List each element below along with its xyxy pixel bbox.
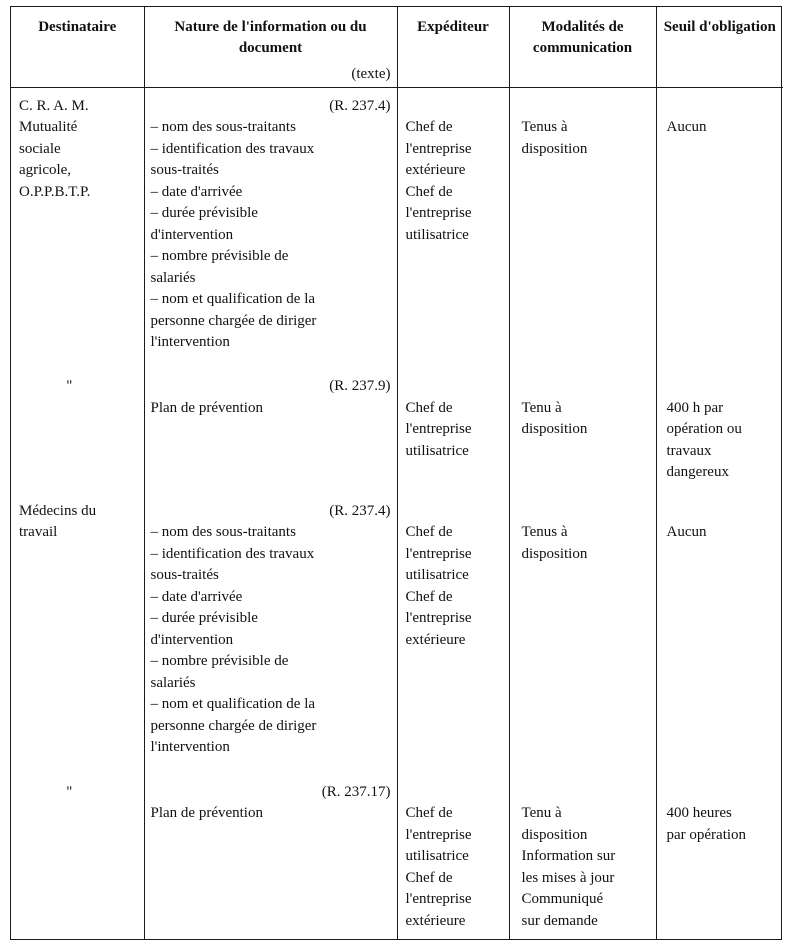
cell-seuil	[656, 87, 783, 364]
seuil-line: dangereux	[666, 464, 729, 481]
line-spacer	[522, 96, 652, 118]
table-row	[11, 87, 783, 364]
nature-line: sous-traités	[150, 567, 219, 584]
table-body	[11, 87, 783, 939]
expediteur-line: Chef de	[405, 869, 453, 886]
reference-article: (R. 237.17)	[321, 783, 391, 800]
nature-line: – nom des sous-traitants	[150, 524, 296, 541]
header-nature-label: Nature de l'information ou du document	[174, 19, 367, 56]
cell-destinataire	[11, 489, 144, 770]
destinataire-line: agricole,	[19, 162, 72, 178]
communication-table	[11, 7, 783, 939]
expediteur-line: Chef de	[405, 588, 453, 605]
expediteur-line: l'entreprise	[405, 545, 472, 562]
header-expediteur: Expéditeur	[397, 7, 509, 87]
modalites-line: Tenus à	[521, 524, 568, 541]
line-spacer	[522, 501, 652, 523]
cell-nature	[144, 87, 397, 364]
modalites-line: disposition	[521, 421, 588, 438]
nature-line: – nom des sous-traitants	[150, 119, 296, 135]
header-nature-sub: (texte)	[351, 65, 391, 82]
header-row	[11, 7, 783, 87]
destinataire-line: Mutualité	[19, 119, 78, 135]
destinataire-line: O.P.P.B.T.P.	[19, 183, 91, 200]
destinataire-line: "	[66, 378, 73, 395]
modalites-line: Information sur	[521, 848, 616, 865]
seuil-line: 400 h par	[666, 399, 724, 416]
table-row	[11, 489, 783, 770]
seuil-line: par opération	[666, 826, 747, 843]
line-spacer	[406, 501, 505, 523]
expediteur-line: Chef de	[405, 805, 453, 822]
seuil-line: opération ou	[666, 421, 742, 438]
modalites-line: disposition	[521, 140, 588, 157]
cell-destinataire	[11, 770, 144, 939]
expediteur-line: l'entreprise	[405, 891, 472, 908]
expediteur-line: utilisatrice	[405, 442, 469, 459]
header-seuil: Seuil d'obligation	[656, 7, 783, 87]
line-spacer	[522, 376, 652, 398]
nature-line: salariés	[150, 269, 196, 286]
nature-line: – nom et qualification de la	[150, 291, 316, 307]
line-spacer	[667, 376, 780, 398]
header-destinataire: Destinataire	[11, 7, 144, 87]
expediteur-line: extérieure	[405, 912, 466, 929]
cell-expediteur	[397, 489, 509, 770]
modalites-line: les mises à jour	[521, 869, 615, 886]
cell-expediteur	[397, 364, 509, 488]
reference-article: (R. 237.9)	[329, 378, 391, 395]
line-spacer	[406, 376, 505, 398]
cell-seuil	[656, 489, 783, 770]
line-spacer	[406, 96, 505, 118]
header-modalites: Modalités de communication	[509, 7, 656, 87]
modalites-line: Communiqué	[521, 891, 604, 908]
cell-modalites	[509, 364, 656, 488]
destinataire-line: travail	[19, 524, 58, 541]
cell-nature	[144, 770, 397, 939]
nature-line: – durée prévisible	[150, 205, 258, 221]
cell-expediteur	[397, 87, 509, 364]
cell-modalites	[509, 489, 656, 770]
nature-line: sous-traités	[150, 162, 219, 178]
expediteur-line: l'entreprise	[405, 421, 472, 438]
modalites-line: Tenus à	[521, 119, 568, 135]
nature-line: – nombre prévisible de	[150, 248, 289, 264]
reference-article: (R. 237.4)	[329, 502, 391, 519]
destinataire-line: C. R. A. M.	[19, 97, 89, 114]
line-spacer	[667, 501, 780, 523]
cell-modalites	[509, 87, 656, 364]
nature-line: – nombre prévisible de	[150, 653, 289, 670]
nature-line: l'intervention	[150, 334, 230, 350]
line-spacer	[667, 96, 780, 118]
modalites-line: disposition	[521, 826, 588, 843]
destinataire-line: sociale	[19, 140, 61, 157]
modalites-line: Tenu à	[521, 805, 562, 822]
cell-nature	[144, 364, 397, 488]
nature-line: – identification des travaux	[150, 140, 315, 157]
nature-line: – date d'arrivée	[150, 183, 243, 200]
line-spacer	[522, 782, 652, 804]
modalites-line: Tenu à	[521, 399, 562, 416]
seuil-line: travaux	[666, 442, 712, 459]
cell-destinataire	[11, 87, 144, 364]
line-spacer	[667, 782, 780, 804]
modalites-line: sur demande	[521, 912, 598, 929]
table-row	[11, 364, 783, 488]
nature-line: – durée prévisible	[150, 610, 258, 627]
destinataire-line: Médecins du	[19, 502, 97, 519]
expediteur-line: Chef de	[405, 119, 453, 135]
expediteur-line: l'entreprise	[405, 826, 472, 843]
cell-modalites	[509, 770, 656, 939]
cell-destinataire	[11, 364, 144, 488]
nature-line: salariés	[150, 674, 196, 691]
cell-seuil	[656, 364, 783, 488]
nature-line: Plan de prévention	[150, 805, 263, 822]
modalites-line: disposition	[521, 545, 588, 562]
nature-line: personne chargée de diriger	[150, 717, 317, 734]
header-nature	[144, 7, 397, 87]
seuil-line: 400 heures	[666, 805, 732, 822]
expediteur-line: utilisatrice	[405, 226, 469, 243]
line-spacer	[406, 782, 505, 804]
expediteur-line: utilisatrice	[405, 848, 469, 865]
expediteur-line: l'entreprise	[405, 205, 472, 221]
cell-seuil	[656, 770, 783, 939]
expediteur-line: Chef de	[405, 399, 453, 416]
expediteur-line: extérieure	[405, 162, 466, 178]
nature-line: – identification des travaux	[150, 545, 315, 562]
expediteur-line: l'entreprise	[405, 140, 472, 157]
destinataire-line: "	[66, 783, 73, 800]
nature-line: personne chargée de diriger	[150, 312, 317, 329]
expediteur-line: extérieure	[405, 631, 466, 648]
cell-expediteur	[397, 770, 509, 939]
reference-article: (R. 237.4)	[329, 97, 391, 114]
expediteur-line: Chef de	[405, 524, 453, 541]
seuil-line: Aucun	[666, 524, 707, 541]
seuil-line: Aucun	[666, 119, 707, 135]
nature-line: – nom et qualification de la	[150, 696, 316, 713]
nature-line: Plan de prévention	[150, 399, 263, 416]
expediteur-line: Chef de	[405, 183, 453, 200]
expediteur-line: utilisatrice	[405, 567, 469, 584]
nature-line: d'intervention	[150, 631, 234, 648]
nature-line: d'intervention	[150, 226, 234, 243]
document-page	[10, 6, 782, 940]
nature-line: l'intervention	[150, 739, 230, 756]
cell-nature	[144, 489, 397, 770]
nature-line: – date d'arrivée	[150, 588, 243, 605]
table-row	[11, 770, 783, 939]
expediteur-line: l'entreprise	[405, 610, 472, 627]
